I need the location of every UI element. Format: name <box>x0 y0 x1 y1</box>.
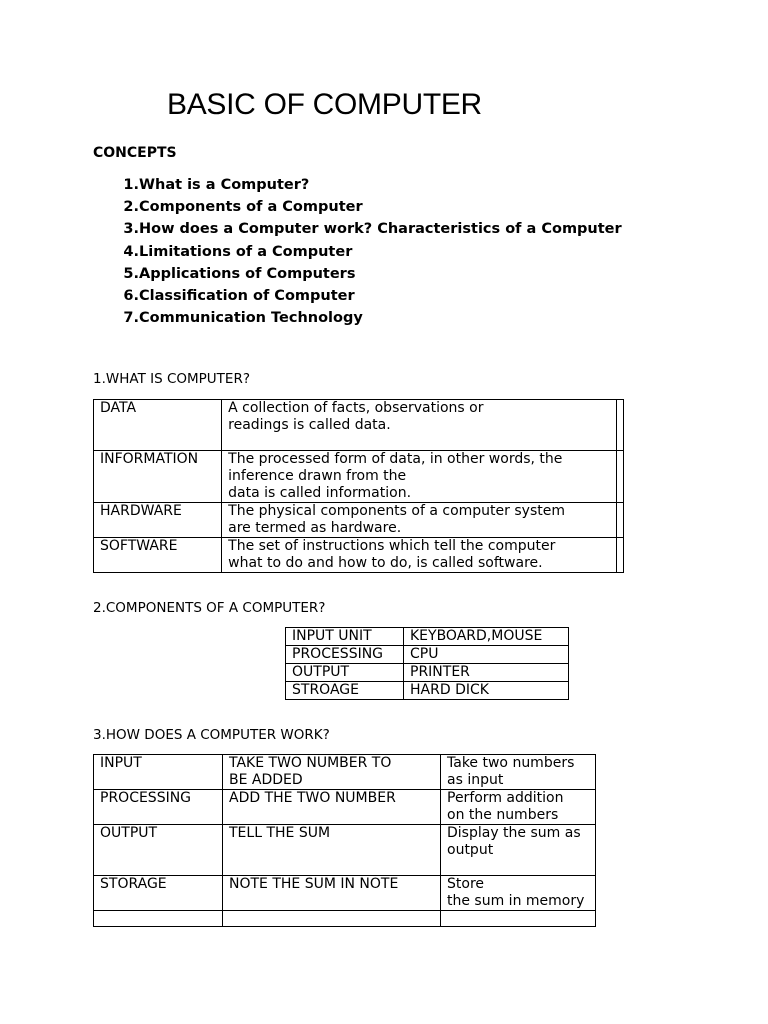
concepts-list <box>93 174 622 329</box>
table-row <box>94 825 596 876</box>
concept-number: 7. <box>123 310 139 327</box>
definition-cell: The processed form of data, in other words, the inference drawn from the data is called information. <box>222 451 617 503</box>
example-cell: PRINTER <box>404 664 569 682</box>
definition-cell: The physical components of a computer system are termed as hardware. <box>222 503 617 538</box>
concept-item <box>93 285 622 307</box>
concept-text: Limitations of a Computer <box>139 243 353 260</box>
table-row <box>94 451 624 503</box>
table-row <box>286 628 569 646</box>
empty-cell <box>616 538 623 573</box>
action-cell <box>223 911 441 927</box>
table-row <box>94 911 596 927</box>
term-cell: DATA <box>94 400 222 451</box>
concept-text: What is a Computer? <box>139 177 310 193</box>
description-cell: Take two numbers as input <box>441 755 596 790</box>
term-cell: INFORMATION <box>94 451 222 503</box>
example-cell: HARD DICK <box>404 682 569 700</box>
empty-cell <box>616 503 623 538</box>
concept-number: 3. <box>123 221 139 238</box>
example-cell: KEYBOARD,MOUSE <box>404 628 569 646</box>
example-cell: CPU <box>404 646 569 664</box>
concept-text: Classification of Computer <box>139 287 355 304</box>
section1-heading: 1.WHAT IS COMPUTER? <box>93 371 250 387</box>
table-row <box>94 538 624 573</box>
table-row <box>94 755 596 790</box>
definitions-table <box>93 399 624 573</box>
concept-item <box>93 218 622 240</box>
step-cell: STORAGE <box>94 876 223 911</box>
concept-item <box>93 263 622 285</box>
section2-heading: 2.COMPONENTS OF A COMPUTER? <box>93 600 326 616</box>
concept-number: 2. <box>123 199 139 216</box>
action-cell: TELL THE SUM <box>223 825 441 876</box>
action-cell: NOTE THE SUM IN NOTE <box>223 876 441 911</box>
table-row <box>94 400 624 451</box>
definition-cell: A collection of facts, observations or readings is called data. <box>222 400 617 451</box>
components-table <box>285 627 569 700</box>
table-row <box>94 503 624 538</box>
description-cell <box>441 911 596 927</box>
concept-number: 5. <box>123 265 139 282</box>
definition-cell: The set of instructions which tell the computer what to do and how to do, is called software. <box>222 538 617 573</box>
description-cell: Display the sum as output <box>441 825 596 876</box>
section3-heading: 3.HOW DOES A COMPUTER WORK? <box>93 727 330 743</box>
unit-cell: OUTPUT <box>286 664 404 682</box>
concept-item <box>93 174 622 196</box>
concept-text: Communication Technology <box>139 310 363 327</box>
table-row <box>286 682 569 700</box>
table-row <box>286 664 569 682</box>
concept-item <box>93 196 622 218</box>
step-cell: OUTPUT <box>94 825 223 876</box>
concept-text: How does a Computer work? Characteristics of a Computer <box>139 221 622 238</box>
concept-item <box>93 307 622 329</box>
description-cell: Perform addition on the numbers <box>441 790 596 825</box>
concept-text: Applications of Computers <box>139 265 356 282</box>
table-row <box>286 646 569 664</box>
empty-cell <box>616 400 623 451</box>
term-cell: SOFTWARE <box>94 538 222 573</box>
table-row <box>94 790 596 825</box>
process-table <box>93 754 596 927</box>
document-title: BASIC OF COMPUTER <box>167 88 482 121</box>
concept-number: 6. <box>123 287 139 304</box>
unit-cell: STROAGE <box>286 682 404 700</box>
concept-text: Components of a Computer <box>139 199 363 216</box>
step-cell <box>94 911 223 927</box>
concept-number: 1. <box>123 177 139 193</box>
term-cell: HARDWARE <box>94 503 222 538</box>
action-cell: ADD THE TWO NUMBER <box>223 790 441 825</box>
concept-item <box>93 241 622 263</box>
unit-cell: INPUT UNIT <box>286 628 404 646</box>
unit-cell: PROCESSING <box>286 646 404 664</box>
concepts-heading: CONCEPTS <box>93 145 177 161</box>
empty-cell <box>616 451 623 503</box>
action-cell: TAKE TWO NUMBER TO BE ADDED <box>223 755 441 790</box>
step-cell: PROCESSING <box>94 790 223 825</box>
table-row <box>94 876 596 911</box>
concept-number: 4. <box>123 243 139 260</box>
description-cell: Store the sum in memory <box>441 876 596 911</box>
step-cell: INPUT <box>94 755 223 790</box>
